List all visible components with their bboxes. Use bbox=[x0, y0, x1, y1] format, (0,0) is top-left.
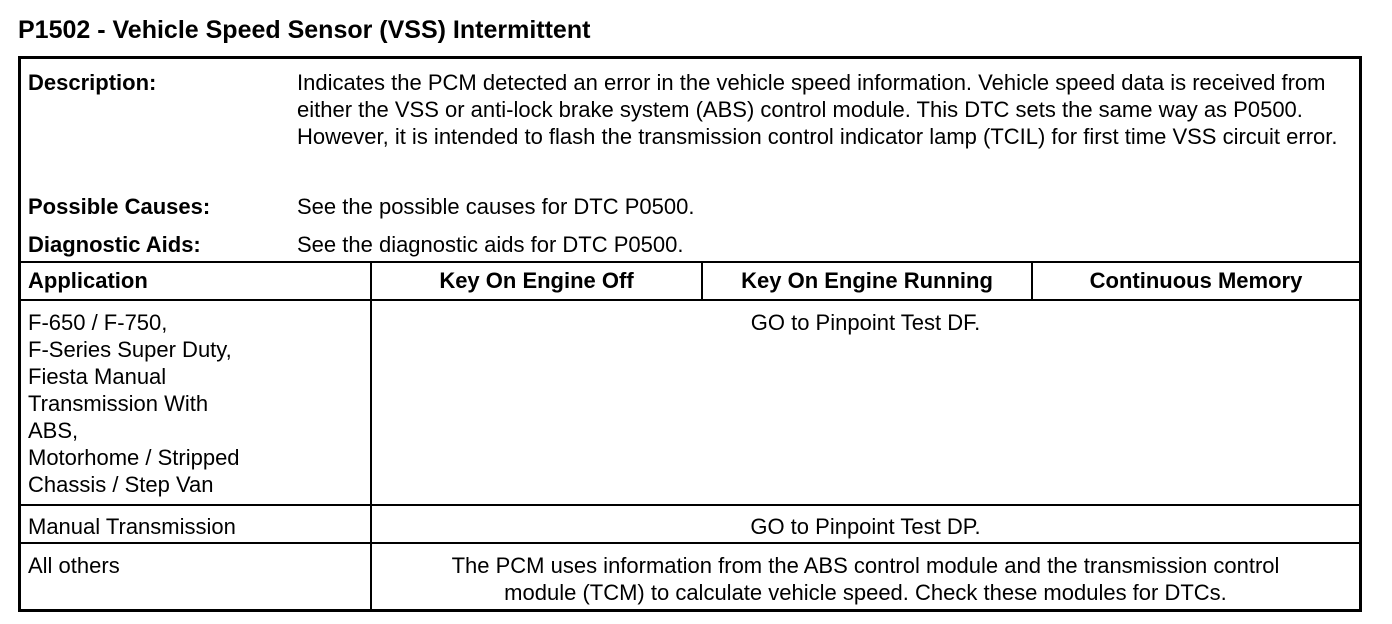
divider-row-2 bbox=[21, 542, 1359, 544]
page-title: P1502 - Vehicle Speed Sensor (VSS) Intermittent bbox=[18, 16, 591, 44]
action-line: module (TCM) to calculate vehicle speed. Check these modules for DTCs. bbox=[504, 580, 1227, 605]
info-section bbox=[21, 59, 1359, 261]
dtc-info-table bbox=[18, 56, 1362, 612]
application-line: Transmission With bbox=[28, 391, 209, 416]
divider-row-1 bbox=[21, 504, 1359, 506]
row-3-application: All others bbox=[28, 553, 120, 578]
possible-causes-text: See the possible causes for DTC P0500. bbox=[297, 194, 695, 219]
diagnostic-aids-text: See the diagnostic aids for DTC P0500. bbox=[297, 232, 684, 257]
application-line: Motorhome / Stripped bbox=[28, 445, 240, 470]
row-2-action: GO to Pinpoint Test DP. bbox=[750, 514, 981, 539]
application-line: ABS, bbox=[28, 418, 79, 443]
header-application: Application bbox=[28, 268, 148, 293]
action-line: The PCM uses information from the ABS control module and the transmission control bbox=[451, 553, 1280, 578]
possible-causes-label: Possible Causes: bbox=[28, 194, 211, 219]
application-line: Fiesta Manual bbox=[28, 364, 167, 389]
header-continuous-memory: Continuous Memory bbox=[1089, 268, 1303, 293]
diagnostic-aids-label: Diagnostic Aids: bbox=[28, 232, 201, 257]
description-label: Description: bbox=[28, 70, 157, 95]
row-1-action: GO to Pinpoint Test DF. bbox=[750, 310, 981, 335]
divider-info-table bbox=[21, 261, 1359, 263]
application-line: Chassis / Step Van bbox=[28, 472, 214, 497]
description-text: Indicates the PCM detected an error in the vehicle speed information. Vehicle speed data is received from either the VSS or anti-lock brake system (ABS) control module. This DTC sets the same way as P0500. However, it is intended to flash the transmission control indicator lamp (TCIL) for first time VSS circuit error. bbox=[297, 70, 1338, 149]
row-2-application: Manual Transmission bbox=[28, 514, 236, 539]
application-line: F-Series Super Duty, bbox=[28, 337, 232, 362]
application-line: F-650 / F-750, bbox=[28, 310, 168, 335]
divider-header-row bbox=[21, 299, 1359, 301]
row-1-application bbox=[28, 309, 368, 498]
row-3-action bbox=[372, 552, 1359, 606]
header-key-on-engine-off: Key On Engine Off bbox=[439, 268, 634, 293]
header-key-on-engine-running: Key On Engine Running bbox=[741, 268, 993, 293]
